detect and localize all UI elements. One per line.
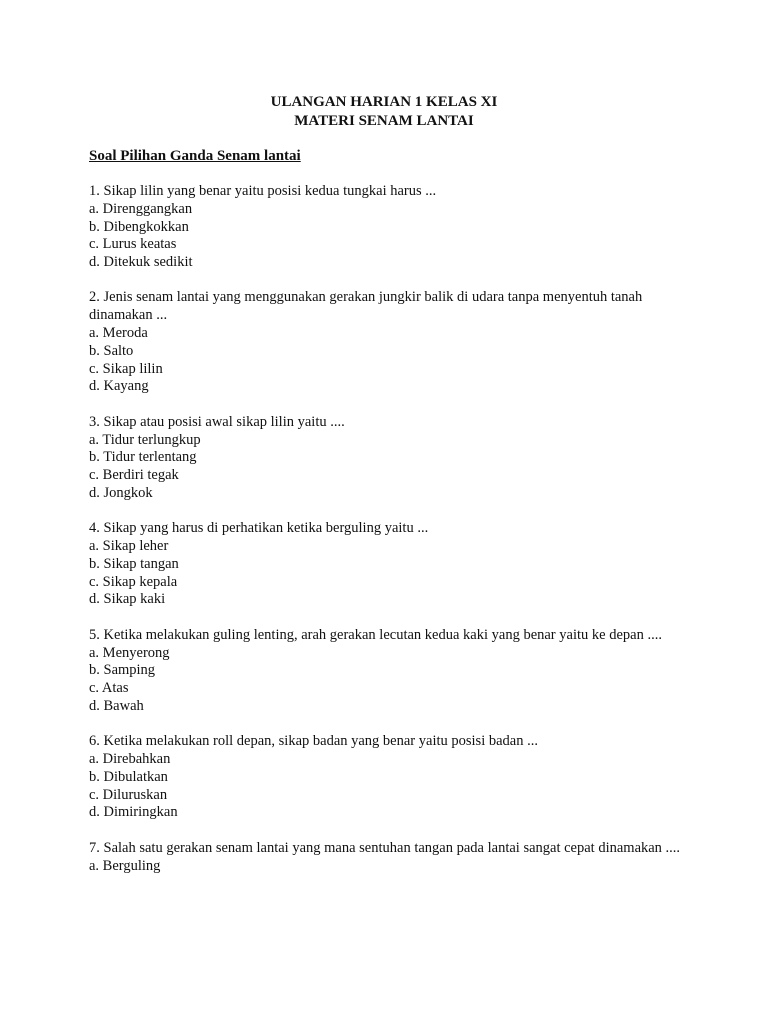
option-a: a. Direnggangkan bbox=[89, 200, 193, 217]
option-a: a. Menyerong bbox=[89, 644, 170, 661]
option-a: a. Berguling bbox=[89, 857, 161, 874]
option-b: b. Salto bbox=[89, 342, 134, 359]
heading-line-1: ULANGAN HARIAN 1 KELAS XI bbox=[270, 94, 498, 110]
question-text: 1. Sikap lilin yang benar yaitu posisi kedua tungkai harus ... bbox=[89, 183, 437, 199]
option-a: a. Sikap leher bbox=[89, 538, 169, 555]
option-b: b. Dibulatkan bbox=[89, 768, 168, 785]
question-6 bbox=[89, 733, 689, 822]
section-title: Soal Pilihan Ganda Senam lantai bbox=[89, 148, 301, 164]
question-list bbox=[89, 183, 689, 893]
option-b: b. Sikap tangan bbox=[89, 555, 179, 572]
question-text: 4. Sikap yang harus di perhatikan ketika berguling yaitu ... bbox=[89, 520, 429, 537]
question-5 bbox=[89, 627, 689, 716]
document-heading bbox=[0, 93, 768, 131]
option-d: d. Ditekuk sedikit bbox=[89, 254, 193, 271]
option-d: d. Jongkok bbox=[89, 484, 153, 501]
option-b: b. Dibengkokkan bbox=[89, 218, 189, 235]
option-b: b. Samping bbox=[89, 662, 156, 679]
option-d: d. Bawah bbox=[89, 697, 144, 714]
option-b: b. Tidur terlentang bbox=[89, 449, 197, 466]
question-text: 7. Salah satu gerakan senam lantai yang mana sentuhan tangan pada lantai sangat cepat dinamakan .... bbox=[89, 839, 681, 856]
question-1 bbox=[89, 183, 689, 272]
question-text: 6. Ketika melakukan roll depan, sikap badan yang benar yaitu posisi badan ... bbox=[89, 733, 538, 750]
option-a: a. Tidur terlungkup bbox=[89, 431, 201, 448]
option-a: a. Direbahkan bbox=[89, 751, 171, 768]
question-text: 3. Sikap atau posisi awal sikap lilin yaitu .... bbox=[89, 413, 345, 430]
option-c: c. Berdiri tegak bbox=[89, 467, 179, 484]
option-a: a. Meroda bbox=[89, 325, 148, 342]
option-d: d. Dimiringkan bbox=[89, 804, 178, 821]
option-c: c. Atas bbox=[89, 680, 129, 697]
option-d: d. Sikap kaki bbox=[89, 591, 166, 608]
question-7 bbox=[89, 840, 689, 876]
question-3 bbox=[89, 414, 689, 503]
option-d: d. Kayang bbox=[89, 378, 149, 395]
heading-line-2: MATERI SENAM LANTAI bbox=[294, 113, 474, 129]
question-text: 5. Ketika melakukan guling lenting, arah gerakan lecutan kedua kaki yang benar yaitu ke depan .... bbox=[89, 626, 662, 643]
option-c: c. Diluruskan bbox=[89, 786, 168, 803]
option-c: c. Sikap lilin bbox=[89, 360, 163, 377]
question-text: 2. Jenis senam lantai yang menggunakan gerakan jungkir balik di udara tanpa menyentuh tanah dinamakan ... bbox=[89, 289, 643, 324]
question-2 bbox=[89, 289, 689, 396]
question-4 bbox=[89, 520, 689, 609]
option-c: c. Sikap kepala bbox=[89, 573, 178, 590]
option-c: c. Lurus keatas bbox=[89, 236, 177, 253]
